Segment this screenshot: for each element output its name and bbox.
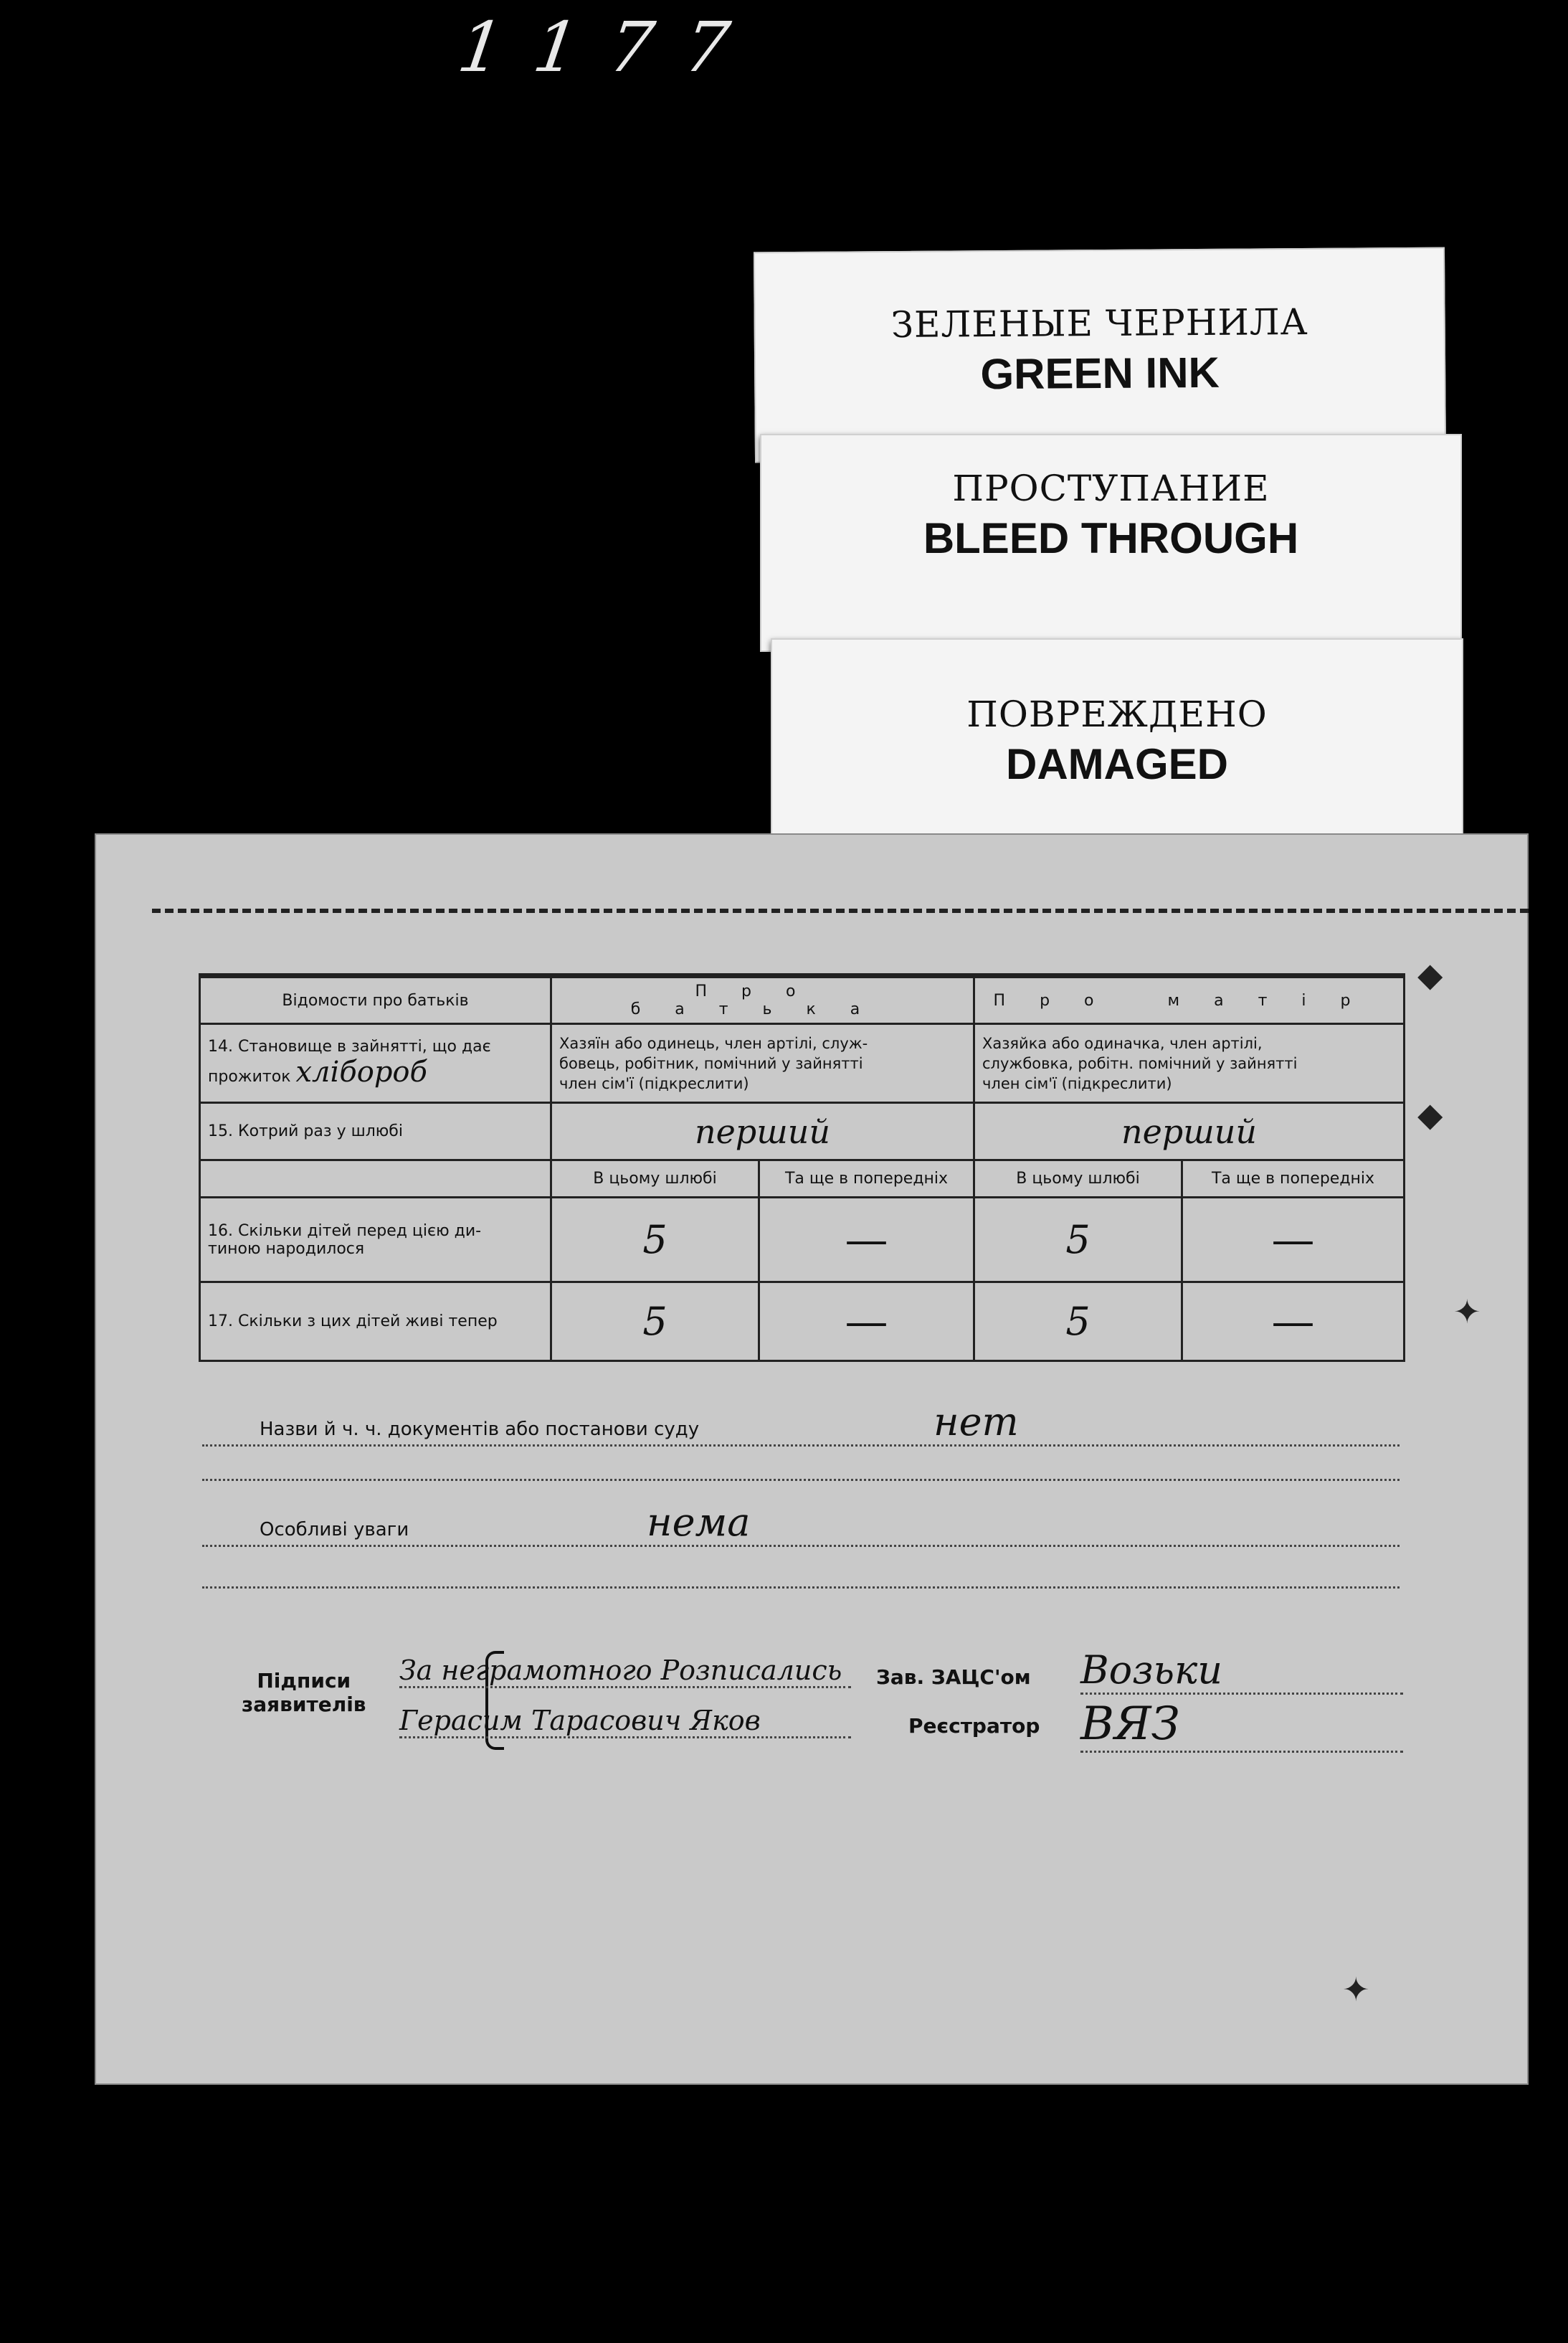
notes-value: нема <box>647 1500 751 1545</box>
registrar-signature: ВЯЗ <box>1080 1698 1403 1753</box>
row-15-father-value: перший <box>551 1103 974 1160</box>
subheader-father-previous: Та ще в попередніх <box>759 1160 974 1198</box>
parents-info-table <box>199 973 1405 1362</box>
signatures-label-b: заявителів <box>242 1693 366 1716</box>
documents-label: Назви й ч. ч. документів або постанови суду <box>260 1419 700 1440</box>
documents-value: нет <box>933 1399 1019 1444</box>
row-14-label-a: 14. Становище в зайнятті, що дає <box>208 1038 491 1056</box>
label-en: GREEN INK <box>980 348 1220 399</box>
father-option-line-2: бовець, робітник, помічний у зайнятті <box>559 1054 863 1072</box>
row-17-label: 17. Скільки з цих дітей живі тепер <box>200 1282 551 1361</box>
damage-mark: ✦ <box>1453 1292 1481 1331</box>
perforation-line <box>152 909 1529 913</box>
row-15-label: 15. Котрий раз у шлюбі <box>200 1103 551 1160</box>
frame-number: 1177 <box>453 7 766 87</box>
signatures-label-a: Підписи <box>257 1669 351 1693</box>
mother-option-line-3: член сім'ї (підкреслити) <box>982 1074 1172 1092</box>
damage-mark: ◆ <box>1417 955 1443 994</box>
father-option-line-3: член сім'ї (підкреслити) <box>559 1074 749 1092</box>
applicant-signature-1: За неграмотного Розписались <box>399 1655 851 1688</box>
table-header-row <box>200 976 1405 1024</box>
notes-line <box>202 1500 1400 1547</box>
father-option-line-1: Хазяїн або одинець, член артілі, служ- <box>559 1034 868 1052</box>
header-parents-info: Відомости про батьків <box>200 976 551 1024</box>
zags-head-signature: Возьки <box>1080 1647 1403 1695</box>
green-ink-label-card <box>754 247 1446 463</box>
row-14-father-options <box>551 1024 974 1103</box>
row-17-value-4: — <box>1182 1282 1405 1361</box>
subheader-father-this-marriage: В цьому шлюбі <box>551 1160 759 1198</box>
row-15-marriage-count <box>200 1103 1405 1160</box>
row-17-children-alive <box>200 1282 1405 1361</box>
zags-head-label: Зав. ЗАЦС'ом <box>876 1665 1031 1689</box>
subheader-mother-previous: Та ще в попередніх <box>1182 1160 1405 1198</box>
label-ru: ЗЕЛЕНЫЕ ЧЕРНИЛА <box>890 300 1308 346</box>
row-16-value-3: 5 <box>974 1198 1182 1282</box>
notes-label: Особливі уваги <box>260 1519 409 1540</box>
mother-option-line-2: службовка, робітн. помічний у зайнятті <box>982 1054 1298 1072</box>
subheader-mother-this-marriage: В цьому шлюбі <box>974 1160 1182 1198</box>
row-16-label-b: тиною народилося <box>208 1239 365 1258</box>
row-16-value-4: — <box>1182 1198 1405 1282</box>
row-16-value-1: 5 <box>551 1198 759 1282</box>
mother-option-line-1: Хазяйка або одиначка, член артілі, <box>982 1034 1263 1052</box>
header-mother: Про матір <box>974 976 1405 1024</box>
row-14-label-b: прожиток <box>208 1068 291 1086</box>
row-14-label <box>200 1024 551 1103</box>
damage-mark: ◆ <box>1417 1095 1443 1134</box>
row-17-value-3: 5 <box>974 1282 1182 1361</box>
applicant-signature-2: Герасим Тарасович Яков <box>399 1705 851 1738</box>
documents-continuation-line <box>202 1479 1400 1481</box>
row-15-mother-value: перший <box>974 1103 1405 1160</box>
row-16-label <box>200 1198 551 1282</box>
label-ru: ПОВРЕЖДЕНО <box>966 694 1268 735</box>
bleed-through-label-card <box>760 434 1462 652</box>
label-ru: ПРОСТУПАНИЕ <box>952 468 1270 509</box>
label-en: DAMAGED <box>1006 740 1228 788</box>
row-14-occupation <box>200 1024 1405 1103</box>
header-father: Про батька <box>551 976 974 1024</box>
documents-line <box>202 1400 1400 1447</box>
row-17-value-1: 5 <box>551 1282 759 1361</box>
row-14-mother-options <box>974 1024 1405 1103</box>
damage-mark: ✦ <box>1342 1970 1370 2009</box>
row-14-handwritten-occupation: хлібороб <box>295 1056 427 1089</box>
empty-cell <box>200 1160 551 1198</box>
row-17-value-2: — <box>759 1282 974 1361</box>
signatures-label <box>242 1669 366 1716</box>
row-16-label-a: 16. Скільки дітей перед цією ди- <box>208 1221 482 1240</box>
row-16-value-2: — <box>759 1198 974 1282</box>
registration-form-page <box>95 833 1529 2085</box>
registrar-label: Реєстратор <box>908 1714 1040 1738</box>
children-subheader-row <box>200 1160 1405 1198</box>
notes-continuation-line <box>202 1586 1400 1589</box>
damaged-label-card <box>771 638 1463 835</box>
label-en: BLEED THROUGH <box>923 514 1299 562</box>
row-16-children-born <box>200 1198 1405 1282</box>
